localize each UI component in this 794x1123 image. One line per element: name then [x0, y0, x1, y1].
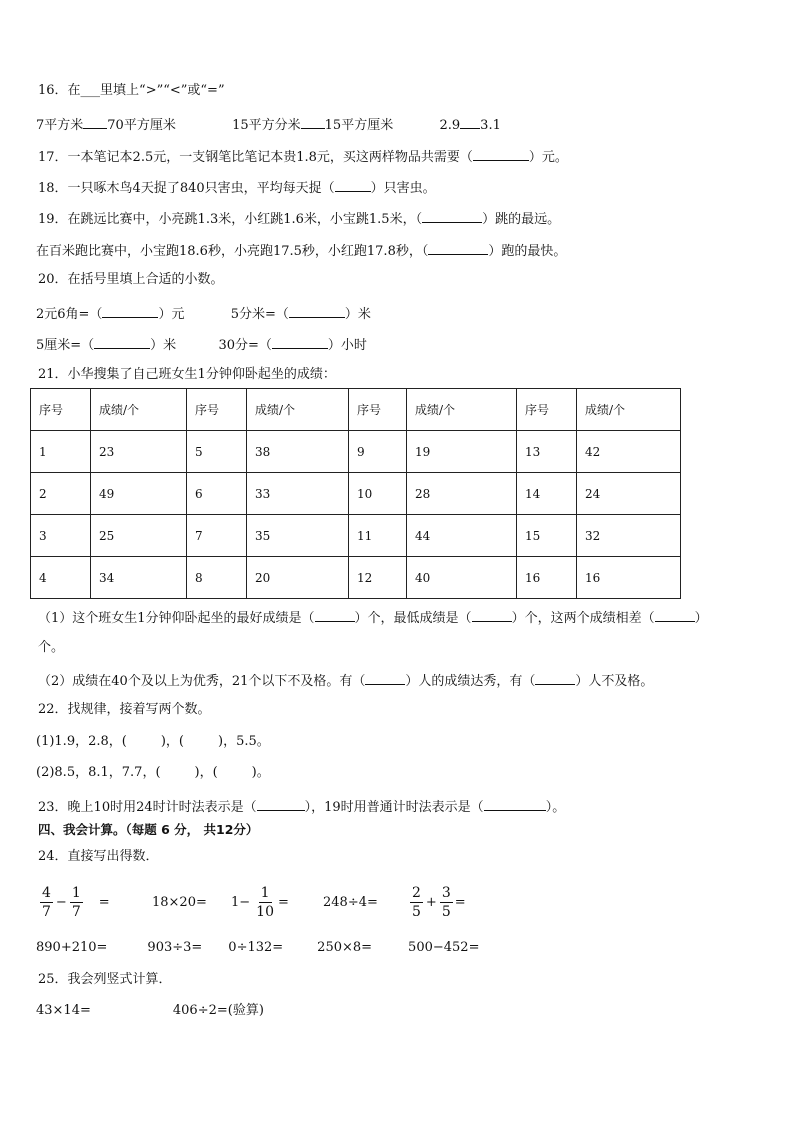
table-cell: 16: [577, 557, 681, 599]
table-row: [31, 557, 681, 599]
fraction: $\frac{2}{5}$: [412, 884, 421, 920]
section-4-title: 四、我会计算。（每题 6 分， 共12分）: [38, 822, 259, 837]
calc-expression: 0÷132=: [228, 940, 284, 955]
answer-blank[interactable]: [335, 177, 371, 192]
table-row: [31, 515, 681, 557]
table-header-row: [31, 389, 681, 431]
answer-blank[interactable]: [301, 114, 325, 129]
question-16-items: 7平方米 70平方厘米 15平方分米 15平方厘米 2.9 3.1: [36, 114, 501, 135]
calc-fraction-add: $\frac{2}{5}$ + $\frac{3}{5}$ =: [412, 884, 466, 920]
calc-expression: 903÷3=: [147, 940, 203, 955]
table-cell: 44: [407, 515, 517, 557]
table-header-cell: 序号: [187, 389, 247, 431]
table-cell: 1: [31, 431, 91, 473]
table-cell: 3: [31, 515, 91, 557]
table-row: [31, 473, 681, 515]
answer-blank[interactable]: [94, 334, 150, 349]
table-cell: 34: [91, 557, 187, 599]
table-row: [31, 431, 681, 473]
question-25-expressions: [36, 1002, 264, 1020]
table-header-cell: 成绩/个: [577, 389, 681, 431]
question-16-title: 16．在___里填上“>”“<”或“=”: [38, 83, 225, 98]
table-cell: 7: [187, 515, 247, 557]
table-cell: 8: [187, 557, 247, 599]
question-20-row1: 2元6角=（ ）元 5分米=（ ）米: [36, 303, 371, 324]
calc-one-minus-fraction: 1− $\frac{1}{10}$ =: [231, 884, 289, 920]
question-21-sub2: （2）成绩在40个及以上为优秀，21个以下不及格。有（ ）人的成绩达秀，有（ ）人不及格。: [38, 670, 653, 691]
calc-expression: 500−452=: [408, 940, 480, 955]
answer-blank[interactable]: [315, 607, 355, 622]
table-header-cell: 成绩/个: [247, 389, 349, 431]
table-cell: 40: [407, 557, 517, 599]
question-19-line1: 19．在跳远比赛中，小亮跳1.3米，小红跳1.6米，小宝跳1.5米，（ ）跳的最远。: [38, 208, 560, 229]
table-header-cell: 成绩/个: [91, 389, 187, 431]
question-22-part1: (1)1.9，2.8，( )，( )，5.5。: [36, 734, 270, 749]
question-20-title: 20．在括号里填上合适的小数。: [38, 272, 224, 287]
table-cell: 5: [187, 431, 247, 473]
table-header-cell: 成绩/个: [407, 389, 517, 431]
question-20-row2: 5厘米=（ ）米 30分=（ ）小时: [36, 334, 367, 355]
calc-expression: 250×8=: [317, 940, 373, 955]
table-header-cell: 序号: [517, 389, 577, 431]
table-cell: 42: [577, 431, 681, 473]
answer-blank[interactable]: [472, 607, 512, 622]
answer-blank[interactable]: [257, 796, 305, 811]
question-21-sub1: （1）这个班女生1分钟仰卧起坐的最好成绩是（ ）个，最低成绩是（ ）个，这两个成绩相差（ ）: [38, 607, 708, 628]
answer-blank[interactable]: [655, 607, 695, 622]
table-cell: 11: [349, 515, 407, 557]
question-17: 17．一本笔记本2.5元，一支钢笔比笔记本贵1.8元，买这两样物品共需要（ ）元。: [38, 146, 568, 167]
question-21-sub1-end: 个。: [38, 640, 65, 655]
table-cell: 9: [349, 431, 407, 473]
answer-blank[interactable]: [365, 670, 405, 685]
table-header-cell: 序号: [31, 389, 91, 431]
fraction: $\frac{1}{10}$: [256, 884, 274, 920]
question-24-title: 24．直接写出得数．: [38, 849, 159, 864]
answer-blank[interactable]: [83, 114, 107, 129]
answer-blank[interactable]: [289, 303, 345, 318]
question-23: 23．晚上10时用24时计时法表示是（ ），19时用普通计时法表示是（ ）。: [38, 796, 565, 817]
table-cell: 28: [407, 473, 517, 515]
table-cell: 14: [517, 473, 577, 515]
table-cell: 32: [577, 515, 681, 557]
calc-fraction-subtract: $\frac{4}{7}$ − $\frac{1}{7}$ =: [42, 884, 110, 920]
table-cell: 25: [91, 515, 187, 557]
question-24-row2: [36, 939, 479, 957]
table-cell: 19: [407, 431, 517, 473]
answer-blank[interactable]: [428, 240, 488, 255]
answer-blank[interactable]: [460, 114, 480, 129]
table-cell: 23: [91, 431, 187, 473]
calc-expression: 43×14=: [36, 1003, 91, 1018]
question-18: 18．一只啄木鸟4天捉了840只害虫，平均每天捉（ ）只害虫。: [38, 177, 436, 198]
answer-blank[interactable]: [484, 796, 546, 811]
calc-expression: 890+210=: [36, 940, 108, 955]
fraction: $\frac{3}{5}$: [441, 884, 451, 920]
table-cell: 16: [517, 557, 577, 599]
table-cell: 10: [349, 473, 407, 515]
table-cell: 2: [31, 473, 91, 515]
calc-multiply: 18×20=: [152, 894, 207, 910]
answer-blank[interactable]: [473, 146, 529, 161]
answer-blank[interactable]: [422, 208, 482, 223]
table-cell: 33: [247, 473, 349, 515]
table-cell: 13: [517, 431, 577, 473]
table-cell: 6: [187, 473, 247, 515]
fraction: $\frac{1}{7}$: [71, 884, 81, 920]
question-22-title: 22．找规律，接着写两个数。: [38, 702, 211, 717]
question-25-title: 25．我会列竖式计算．: [38, 972, 172, 987]
table-cell: 15: [517, 515, 577, 557]
answer-blank[interactable]: [272, 334, 328, 349]
table-cell: 4: [31, 557, 91, 599]
question-21-title: 21．小华搜集了自己班女生1分钟仰卧起坐的成绩：: [38, 367, 336, 382]
calc-divide: 248÷4=: [323, 894, 378, 910]
calc-expression: 406÷2=(验算): [172, 1003, 264, 1018]
fraction: $\frac{4}{7}$: [42, 884, 51, 920]
table-cell: 20: [247, 557, 349, 599]
table-cell: 12: [349, 557, 407, 599]
table-cell: 38: [247, 431, 349, 473]
table-cell: 24: [577, 473, 681, 515]
table-cell: 35: [247, 515, 349, 557]
answer-blank[interactable]: [535, 670, 575, 685]
scores-table: [30, 388, 681, 599]
table-cell: 49: [91, 473, 187, 515]
answer-blank[interactable]: [102, 303, 158, 318]
table-header-cell: 序号: [349, 389, 407, 431]
question-22-part2: (2)8.5，8.1，7.7，( )，( )。: [36, 765, 270, 780]
question-19-line2: 在百米跑比赛中，小宝跑18.6秒，小亮跑17.5秒，小红跑17.8秒，（ ）跑的最快。: [36, 240, 566, 261]
